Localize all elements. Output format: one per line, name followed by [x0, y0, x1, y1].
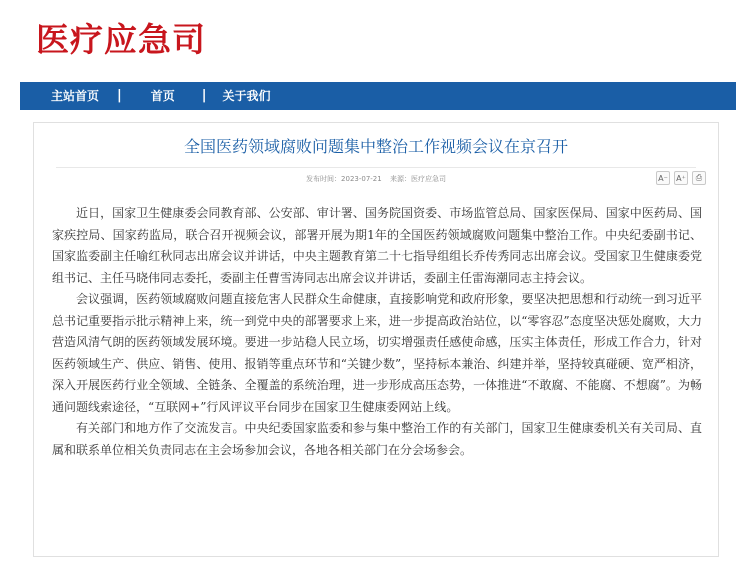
site-logo[interactable]: 医疗应急司 [36, 20, 206, 59]
article-paragraph: 会议强调，医药领域腐败问题直接危害人民群众生命健康，直接影响党和政府形象，要坚决把思想和行动统一到习近平总书记重要指示批示精神上来，统一到党中央的部署要求上来，进一步提高政治站位，以“零容忍”态度坚决惩处腐败，大力营造风清气朗的医药领域发展环境。要进一步站稳人民立场，切实增强责任感使命感，压实主体责任，形成工作合力，针对医药领域生产、供应、销售、使用、报销等重点环节和“关键少数”，坚持标本兼治、纠建并举，坚持较真碰硬、宽严相济，深入开展医药行业全领域、全链条、全覆盖的系统治理，进一步形成高压态势，一体推进“不敢腐、不能腐、不想腐”。为畅通问题线索途径，“互联网+”行风评议平台同步在国家卫生健康委网站上线。 [52, 292, 702, 414]
nav-separator: | [117, 88, 122, 103]
article-paragraph: 有关部门和地方作了交流发言。中央纪委国家监委和参与集中整治工作的有关部门，国家卫生健康委机关有关司局、直属和联系单位相关负责同志在主会场参加会议，各地各相关部门在分会场参会。 [52, 421, 702, 457]
font-larger-button[interactable]: A⁺ [674, 171, 688, 185]
article-tools [656, 171, 706, 185]
source-label: 来源： [389, 175, 411, 183]
main-nav [20, 82, 736, 110]
print-icon[interactable]: ⎙ [692, 171, 706, 185]
article-title: 全国医药领域腐败问题集中整治工作视频会议在京召开 [183, 137, 568, 156]
nav-separator: | [201, 88, 207, 103]
nav-item-home[interactable]: 首页 [150, 89, 175, 103]
article-paragraph: 近日，国家卫生健康委会同教育部、公安部、审计署、国务院国资委、市场监管总局、国家医保局、国家中医药局、国家疾控局、国家药监局，联合召开视频会议，部署开展为期1年的全国医药领域腐败问题集中整治工作。中央纪委副书记、国家监委副主任喻红秋同志出席会议并讲话，中央主题教育第二十七指导组组长乔传秀同志出席会议。受国家卫生健康委党组书记、主任马晓伟同志委托，委副主任曹雪涛同志出席会议并讲话，委副主任雷海潮同志主持会议。 [52, 206, 702, 285]
article-body [52, 203, 702, 461]
article-meta [34, 173, 718, 185]
article-panel [33, 122, 719, 557]
font-smaller-button[interactable]: A⁻ [656, 171, 670, 185]
nav-item-about[interactable]: 关于我们 [222, 89, 271, 103]
nav-item-home-portal[interactable]: 主站首页 [51, 89, 100, 103]
source-name: 医疗应急司 [410, 175, 446, 183]
published-label: 发布时间： [306, 175, 342, 183]
published-date: 2023-07-21 [341, 175, 382, 183]
title-divider [56, 167, 696, 168]
